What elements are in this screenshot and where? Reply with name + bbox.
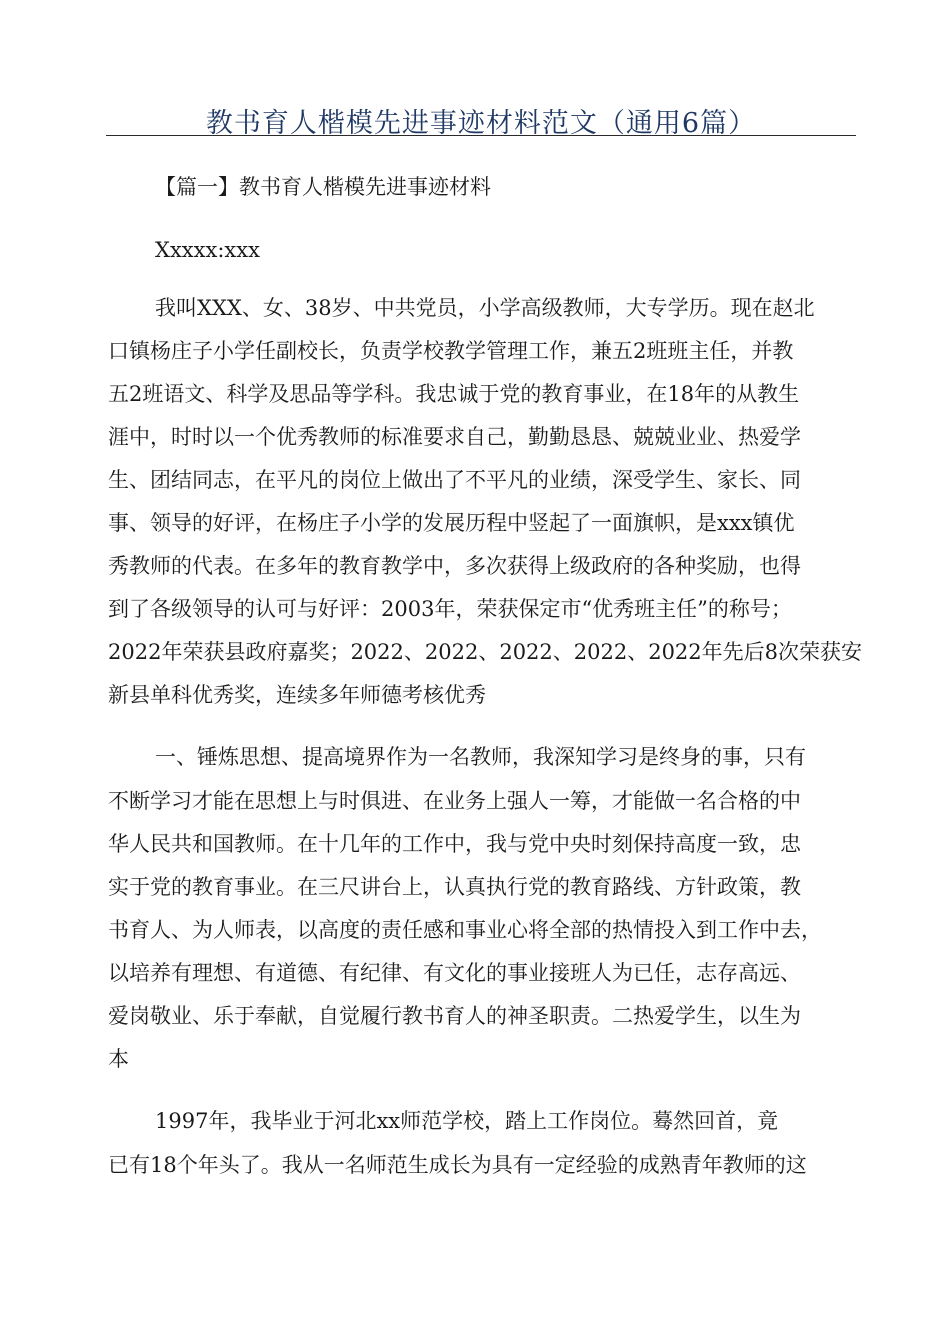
paragraph-line: 事、领导的好评，在杨庄子小学的发展历程中竖起了一面旗帜，是xxx镇优 <box>108 511 795 535</box>
paragraph-line: 2022年荣获县政府嘉奖；2022、2022、2022、2022、2022年先后8次荣获安 <box>108 640 863 664</box>
paragraph-line: 实于党的教育事业。在三尺讲台上，认真执行党的教育路线、方针政策，教 <box>108 875 801 899</box>
paragraph-line: 我叫XXX、女、38岁、中共党员，小学高级教师，大专学历。现在赵北 <box>155 296 815 320</box>
paragraph-line: 华人民共和国教师。在十几年的工作中，我与党中央时刻保持高度一致，忠 <box>108 832 801 856</box>
paragraph-line: 1997年，我毕业于河北xx师范学校，踏上工作岗位。蓦然回首，竟 <box>155 1109 779 1133</box>
paragraph-line: 涯中，时时以一个优秀教师的标准要求自己，勤勤恳恳、兢兢业业、热爱学 <box>108 425 801 449</box>
paragraph-line: 本 <box>108 1047 129 1071</box>
paragraph-line: 生、团结同志，在平凡的岗位上做出了不平凡的业绩，深受学生、家长、同 <box>108 468 801 492</box>
paragraph-line: 已有18个年头了。我从一名师范生成长为具有一定经验的成熟青年教师的这 <box>108 1153 807 1177</box>
section-heading: 【篇一】教书育人楷模先进事迹材料 <box>155 175 491 199</box>
paragraph-line: 五2班语文、科学及思品等学科。我忠诚于党的教育事业，在18年的从教生 <box>108 382 800 406</box>
title-underline <box>106 135 856 136</box>
paragraph-line: 不断学习才能在思想上与时俱进、在业务上强人一筹，才能做一名合格的中 <box>108 789 801 813</box>
paragraph-line: 爱岗敬业、乐于奉献，自觉履行教书育人的神圣职责。二热爱学生，以生为 <box>108 1004 801 1028</box>
paragraph-line: 一、锤炼思想、提高境界作为一名教师，我深知学习是终身的事，只有 <box>155 745 806 769</box>
paragraph-line: 新县单科优秀奖，连续多年师德考核优秀 <box>108 683 486 707</box>
paragraph-line: 秀教师的代表。在多年的教育教学中，多次获得上级政府的各种奖励，也得 <box>108 554 801 578</box>
paragraph-line: 以培养有理想、有道德、有纪律、有文化的事业接班人为已任，志存高远、 <box>108 961 801 985</box>
document-title: 教书育人楷模先进事迹材料范文（通用6篇） <box>205 108 757 139</box>
paragraph-line: 口镇杨庄子小学任副校长，负责学校教学管理工作，兼五2班班主任，并教 <box>108 339 794 363</box>
paragraph-line: 到了各级领导的认可与好评：2003年，荣获保定市“优秀班主任”的称号； <box>108 597 792 621</box>
salutation: Xxxxx:xxx <box>155 238 260 262</box>
paragraph-line: 书育人、为人师表，以高度的责任感和事业心将全部的热情投入到工作中去， <box>108 918 822 942</box>
